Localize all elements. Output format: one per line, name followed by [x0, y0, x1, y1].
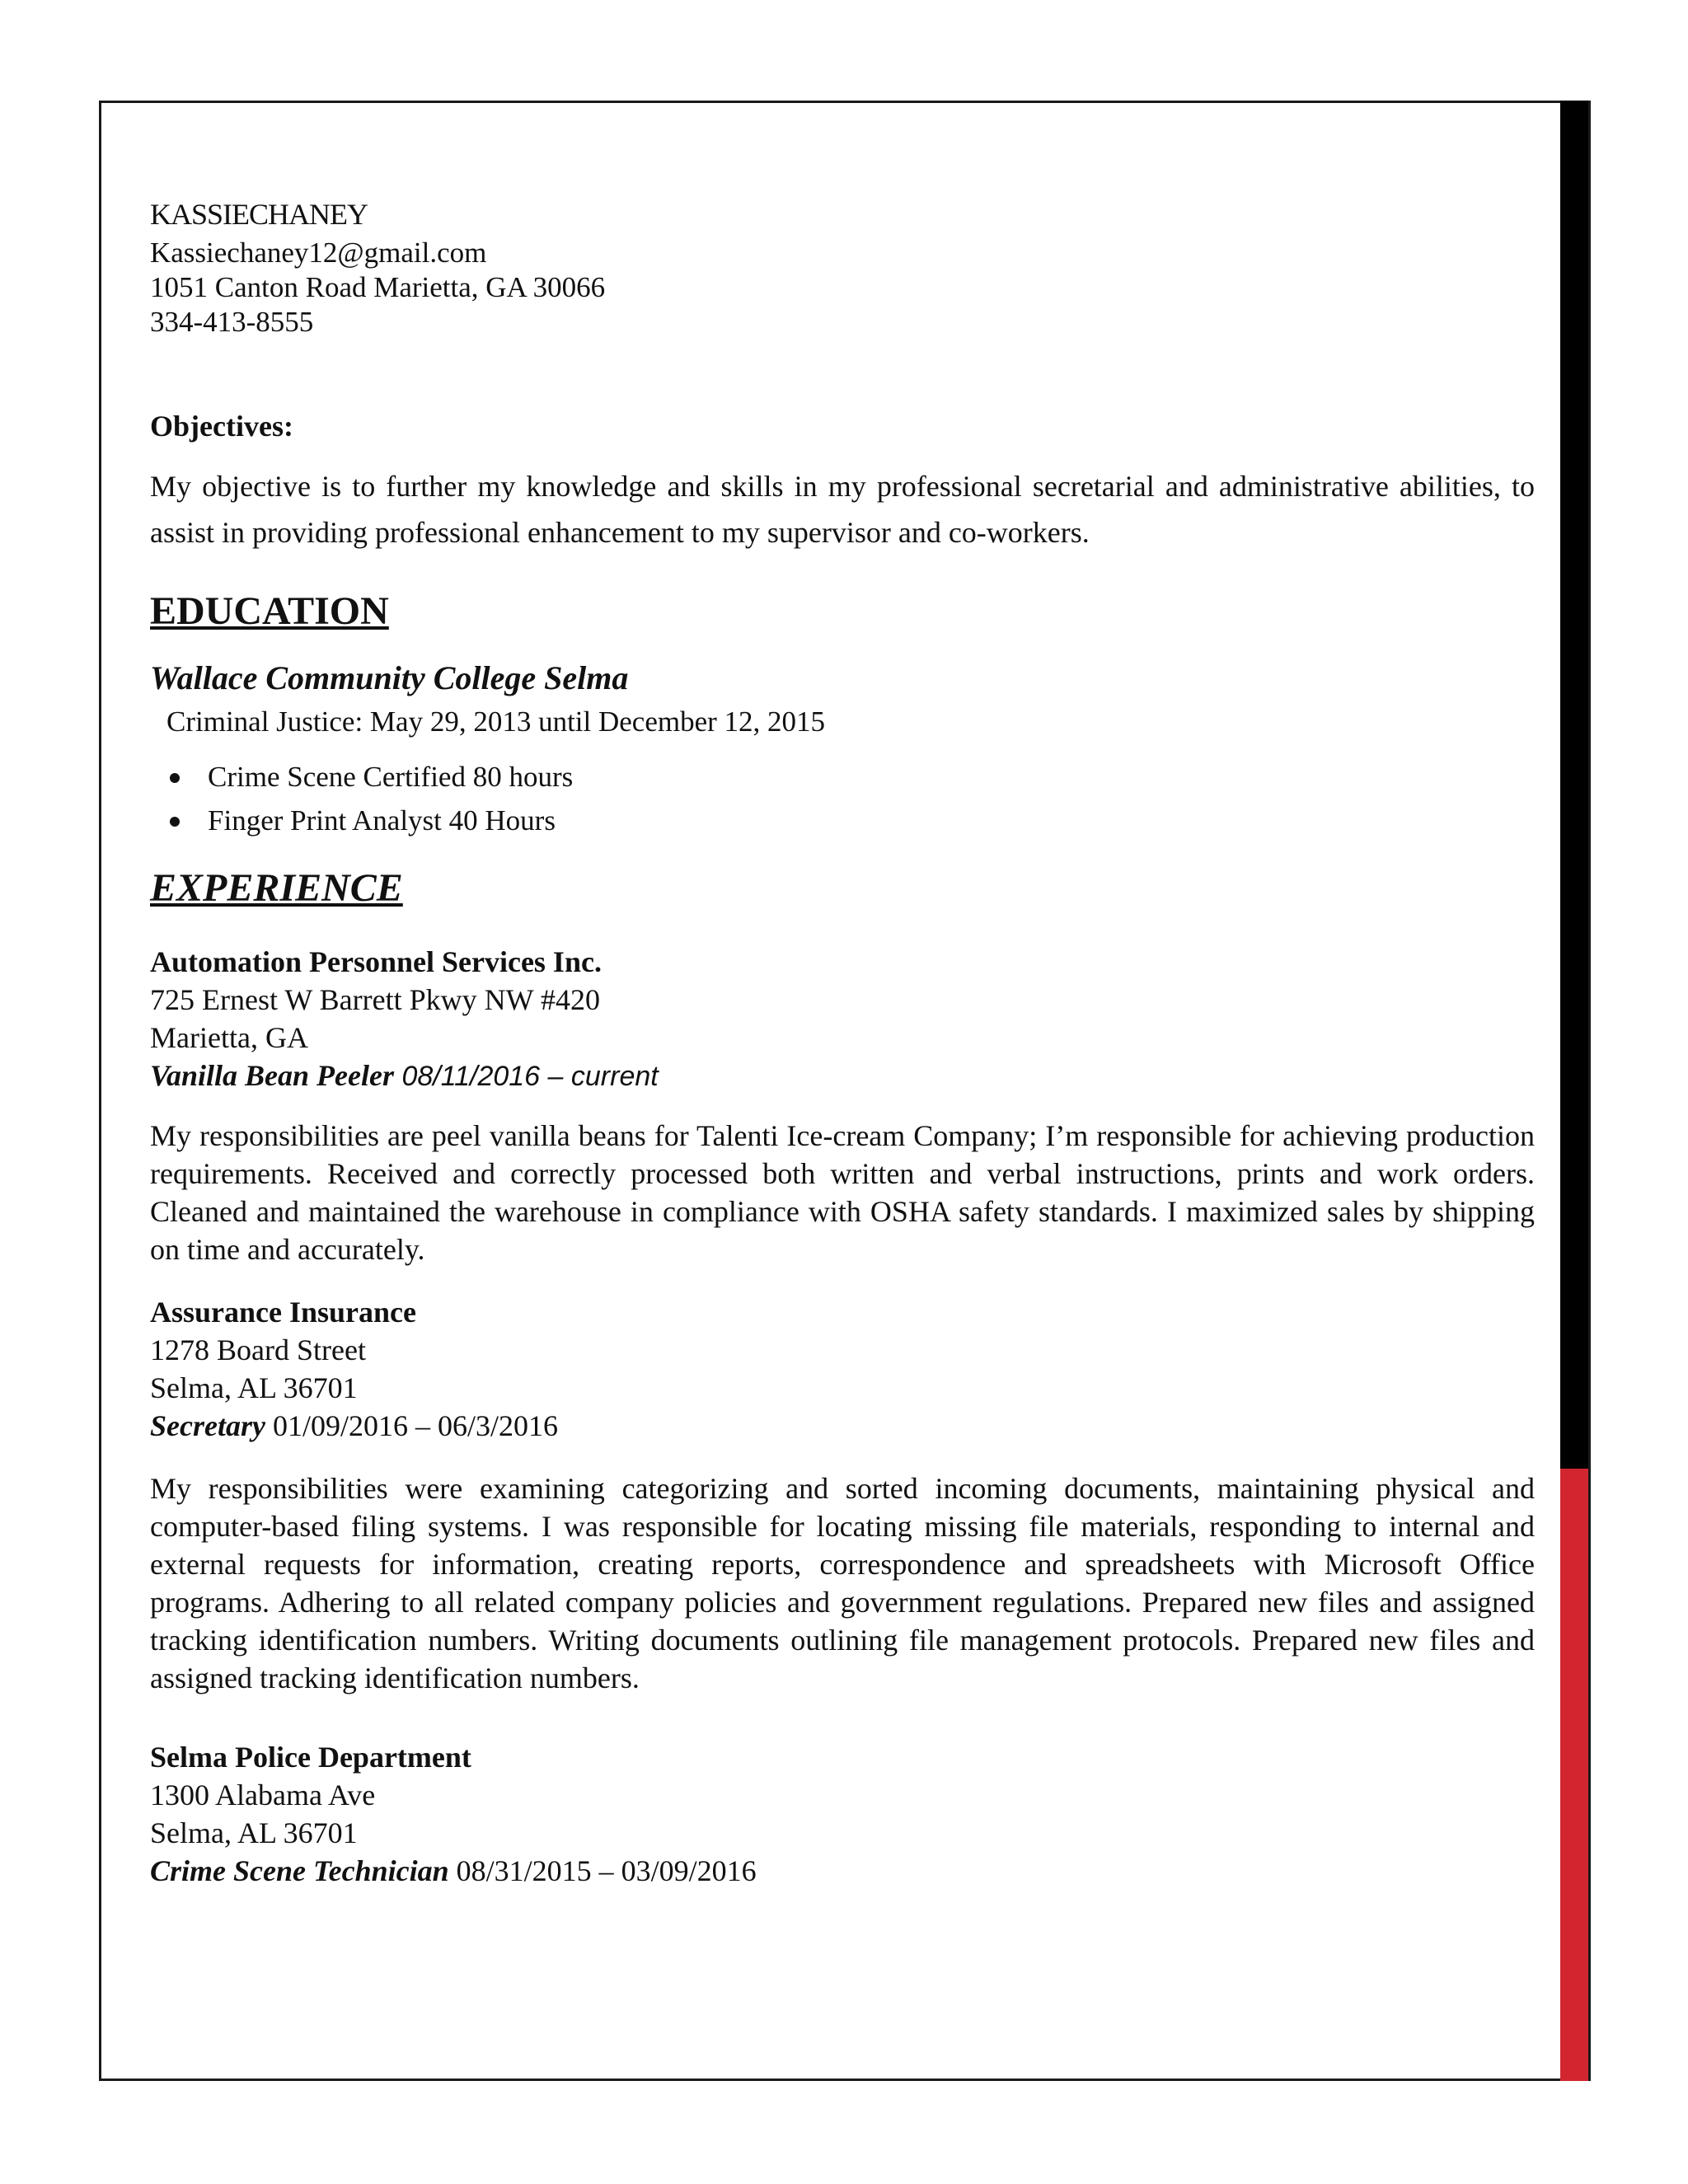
school-name: Wallace Community College Selma: [150, 659, 629, 696]
job-title-line: [150, 1057, 1535, 1095]
job-description: My responsibilities were examining categorizing and sorted incoming documents, maintaining physical and computer-based filing systems. I was responsible for locating missing file materials, responding to internal and external requests for information, creating reports, correspondence and spreadsheets with Microsoft Office programs. Adhering to all related company policies and government regulations. Prepared new files and assigned tracking identification numbers. Writing documents outlining file management protocols. Prepared new files and assigned tracking identification numbers.: [150, 1472, 1535, 1694]
job-title-line: [150, 1852, 1535, 1890]
program-dates: Criminal Justice: May 29, 2013 until December 12, 2015: [166, 705, 826, 738]
job-employer: Automation Personnel Services Inc.: [150, 945, 602, 978]
candidate-name: KASSIECHANEY: [150, 198, 368, 231]
resume-content: [150, 196, 1535, 1890]
job-entry: [150, 943, 1535, 1268]
accent-bar-black: [1560, 101, 1588, 1469]
bullet-icon: [170, 773, 180, 783]
job-description: My responsibilities are peel vanilla beans for Talenti Ice-cream Company; I’m responsible for achieving production requirements. Received and correctly processed both written and verbal instructions, prints and work orders. Cleaned and maintained the warehouse in compliance with OSHA safety standards. I maximized sales by shipping on time and accurately.: [150, 1119, 1535, 1266]
contact-address: 1051 Canton Road Marietta, GA 30066: [150, 271, 606, 303]
contact-phone: 334-413-8555: [150, 306, 314, 338]
objectives-heading: Objectives:: [150, 410, 293, 443]
objectives-text: My objective is to further my knowledge and skills in my professional secretarial and administrative abilities, to assist in providing professional enhancement to my supervisor and co-workers.: [150, 470, 1535, 549]
job-dates: 01/09/2016 – 06/3/2016: [265, 1409, 558, 1442]
bullet-icon: [170, 817, 180, 827]
job-street: 725 Ernest W Barrett Pkwy NW #420: [150, 983, 600, 1016]
job-dates: 08/11/2016 – current: [394, 1061, 659, 1092]
contact-email: Kassiechaney12@gmail.com: [150, 237, 487, 269]
job-employer: Selma Police Department: [150, 1741, 471, 1774]
job-role: Crime Scene Technician: [150, 1854, 449, 1887]
job-street: 1300 Alabama Ave: [150, 1779, 376, 1811]
job-role: Vanilla Bean Peeler: [150, 1059, 394, 1092]
contact-block: [150, 236, 1535, 340]
job-role: Secretary: [150, 1409, 265, 1442]
list-item: Crime Scene Certified 80 hours: [208, 755, 1535, 799]
accent-bar-red: [1560, 1469, 1588, 2081]
experience-heading: EXPERIENCE: [150, 866, 403, 910]
job-entry: [150, 1738, 1535, 1890]
list-item: Finger Print Analyst 40 Hours: [208, 799, 1535, 842]
education-list: [150, 755, 1535, 842]
job-city: Selma, AL 36701: [150, 1816, 358, 1849]
job-dates: 08/31/2015 – 03/09/2016: [448, 1854, 757, 1887]
job-city: Selma, AL 36701: [150, 1371, 358, 1404]
job-employer: Assurance Insurance: [150, 1296, 417, 1329]
job-entry: [150, 1293, 1535, 1697]
job-city: Marietta, GA: [150, 1021, 308, 1054]
education-heading: EDUCATION: [150, 589, 389, 633]
job-title-line: [150, 1407, 1535, 1445]
job-street: 1278 Board Street: [150, 1333, 366, 1366]
